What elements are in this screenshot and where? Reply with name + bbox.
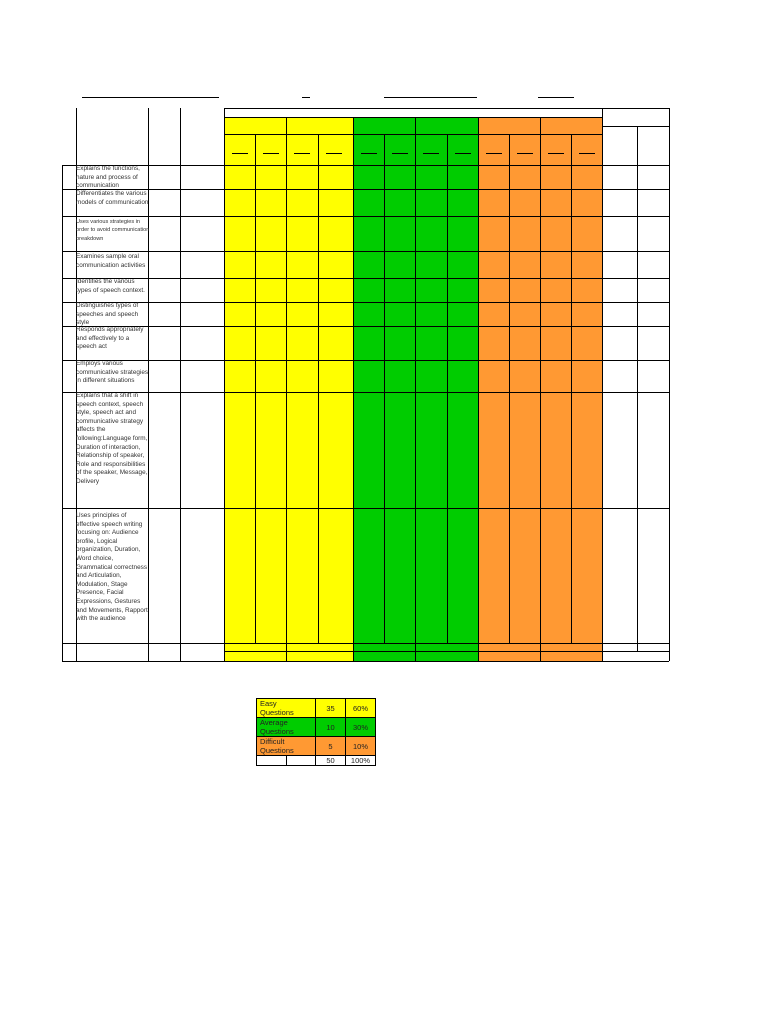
grid-hline [224,134,602,135]
header-blank-3 [384,97,477,98]
header-dash [423,153,439,154]
summary-count: 10 [316,718,346,737]
header-dash [361,153,377,154]
summary-total-blank [257,756,316,766]
grid-hline [602,360,669,361]
grid-hline [602,326,669,327]
grid-hline [602,126,669,127]
grid-hline [62,216,602,217]
grid-hline [602,302,669,303]
summary-percent: 10% [346,737,376,756]
grid-hline [224,117,602,118]
summary-total-count: 50 [316,756,346,766]
summary-label: Easy Questions [257,699,316,718]
competency-label: Uses principles of effective speech writing focusing on: Audience profile, Logical organization, Duration, Word choice, Grammatical correctness and Articulation, Modulation, Stage Presence, Facial Expressions, Gestures and Movements, Rapport with the audience [76,512,148,623]
summary-percent: 60% [346,699,376,718]
grid-vline [224,643,225,661]
grid-vline [255,134,256,643]
header-dash [392,153,408,154]
summary-row-total [257,756,376,766]
specification-table [62,108,669,662]
competency-label: Differentiates the various models of communication [76,190,149,206]
grid-hline [224,108,669,109]
summary-row-difficult [257,737,376,756]
header-blank-4 [538,97,574,98]
header-dash [263,153,279,154]
grid-vline [571,134,572,643]
competency-label: Responds appropriately and effectively to a speech act [76,326,144,351]
header-dash [486,153,502,154]
grid-hline [602,165,669,166]
grid-hline [62,661,669,662]
header-blank-2 [302,97,310,98]
grid-vline [286,134,287,643]
grid-hline [602,643,669,644]
grid-vline [224,134,225,643]
grid-hline [62,508,602,509]
competency-label: Employs various communicative strategies in different situations [76,360,149,385]
competency-label: Identifies the various types of speech context. [76,278,145,294]
header-blank-1 [82,97,219,98]
question-summary-table [256,698,376,766]
competency-label: Examines sample oral communication activities [76,253,146,269]
grid-vline [447,134,448,643]
grid-hline [602,651,669,652]
summary-percent: 30% [346,718,376,737]
grid-hline [62,643,602,644]
grid-vline [540,134,541,643]
summary-label: Average Questions [257,718,316,737]
grid-vline [478,134,479,643]
grid-vline [180,108,181,661]
header-dash [455,153,471,154]
competency-label: Explains the functions, nature and process of communication [76,165,140,189]
grid-hline [602,216,669,217]
grid-vline [637,126,638,651]
summary-row-average [257,718,376,737]
summary-total-percent: 100% [346,756,376,766]
grid-vline [318,134,319,643]
grid-hline [602,508,669,509]
grid-vline [509,134,510,643]
header-dash [326,153,342,154]
grid-hline [602,189,669,190]
summary-count: 5 [316,737,346,756]
grid-vline [669,108,670,661]
header-dash [232,153,248,154]
grid-vline [384,134,385,643]
grid-hline [224,651,602,652]
header-dash [548,153,564,154]
competency-label: Uses various strategies in order to avoid communication breakdown [76,219,150,242]
grid-vline [62,165,63,661]
grid-vline [353,134,354,643]
header-dash [517,153,533,154]
grid-vline [602,134,603,643]
competency-label: Distinguishes types of speeches and speech style [76,302,139,326]
header-dash [294,153,310,154]
competency-label: Explains that a shift in speech context, speech style, speech act and communicative strategy affects the following:Language form, Duration of interaction, Relationship of speaker, Role and responsibilities of the speaker, Message, Delivery [76,392,148,485]
grid-vline [415,134,416,643]
summary-row-easy [257,699,376,718]
grid-hline [62,251,602,252]
easy-band [224,117,353,661]
summary-label: Difficult Questions [257,737,316,756]
grid-hline [602,278,669,279]
header-dash [579,153,595,154]
grid-hline [602,392,669,393]
summary-count: 35 [316,699,346,718]
grid-hline [602,251,669,252]
